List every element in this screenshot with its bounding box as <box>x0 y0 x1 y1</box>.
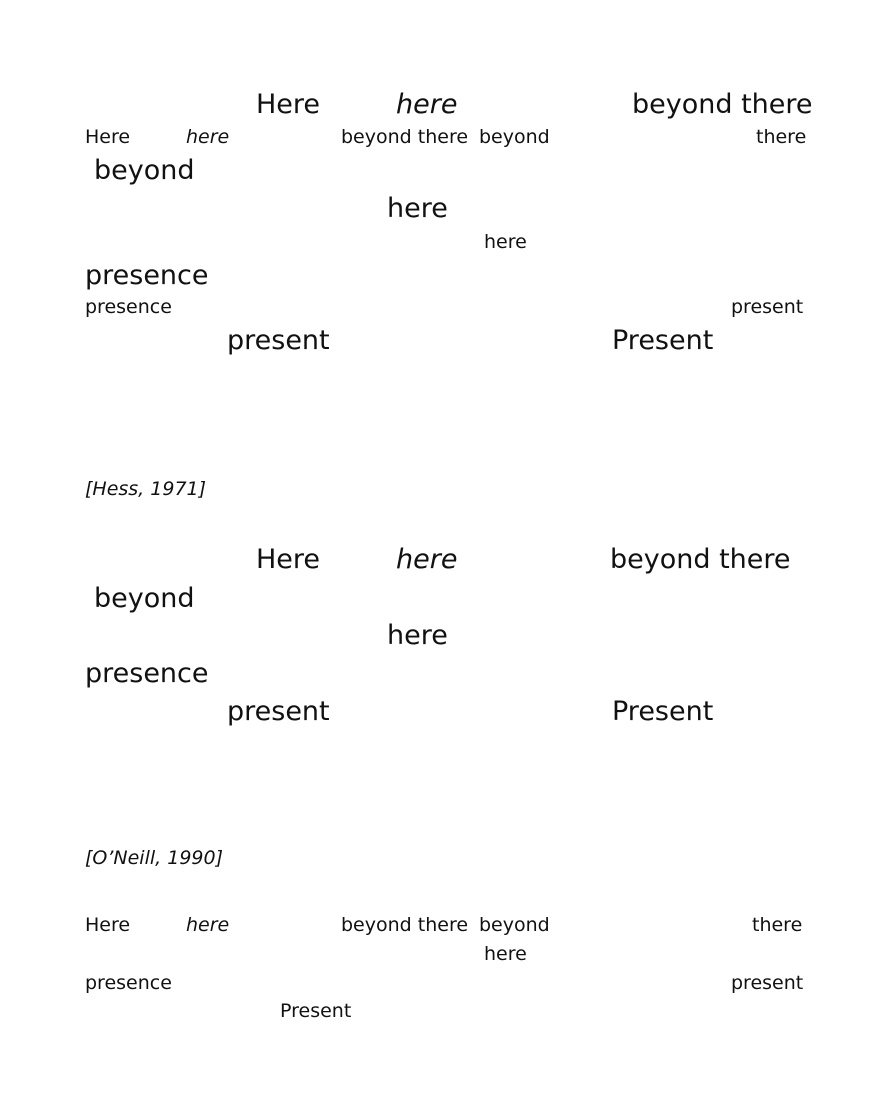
word: presence <box>85 972 172 994</box>
word: Here <box>85 126 131 148</box>
word: Here <box>256 89 321 120</box>
word: Present <box>612 325 714 356</box>
word: here <box>396 544 458 575</box>
word: presence <box>85 260 209 291</box>
word: beyond there <box>632 89 813 120</box>
word: beyond <box>94 583 195 614</box>
word: Present <box>612 696 714 727</box>
word: here <box>484 231 527 253</box>
citation: [Hess, 1971] <box>85 478 207 500</box>
word: beyond there <box>341 126 469 148</box>
word: here <box>387 620 448 651</box>
word: beyond <box>479 126 550 148</box>
citation: [O’Neill, 1990] <box>85 847 223 869</box>
word: beyond <box>479 914 550 936</box>
word: present <box>227 696 330 727</box>
word: present <box>731 972 804 994</box>
word: present <box>731 296 804 318</box>
word: Here <box>85 914 131 936</box>
word: Present <box>280 1000 352 1022</box>
word: beyond there <box>610 544 791 575</box>
word: there <box>752 914 803 936</box>
word: present <box>227 325 330 356</box>
word: here <box>186 126 230 148</box>
word: here <box>484 943 527 965</box>
word: there <box>756 126 807 148</box>
word: here <box>186 914 230 936</box>
word: presence <box>85 658 209 689</box>
word: Here <box>256 544 321 575</box>
word: here <box>396 89 458 120</box>
word: beyond <box>94 155 195 186</box>
word: here <box>387 193 448 224</box>
word: beyond there <box>341 914 469 936</box>
word: presence <box>85 296 172 318</box>
